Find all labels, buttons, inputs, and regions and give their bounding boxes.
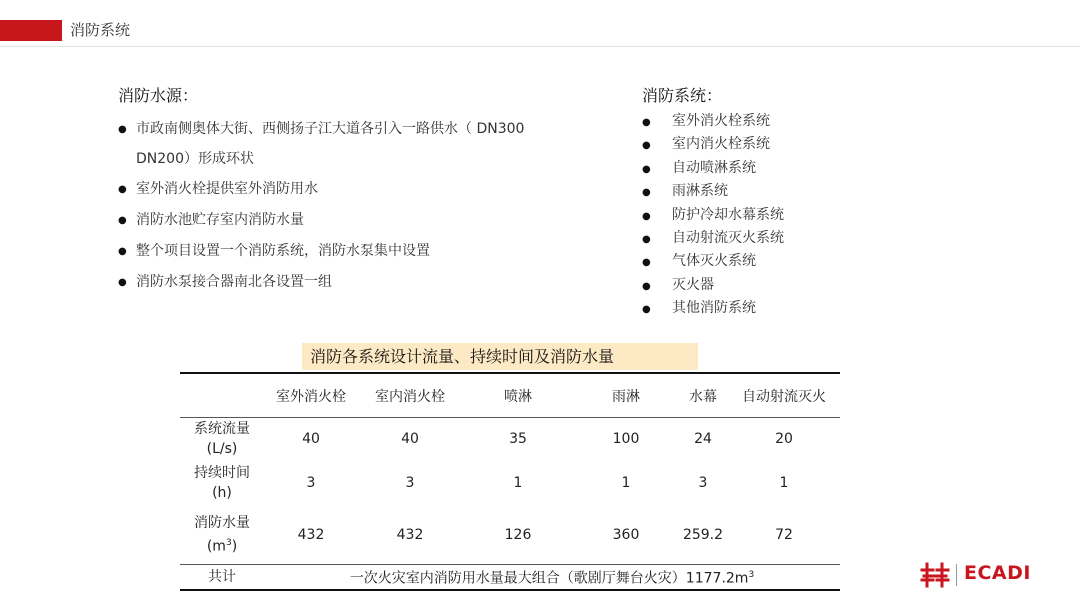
- row-unit: (L/s): [206, 441, 238, 457]
- table-cell: 432: [297, 527, 325, 543]
- bullet-icon: [642, 204, 651, 228]
- list-item-text: 市政南侧奥体大街、西侧扬子江大道各引入一路供水（ DN300: [136, 121, 525, 137]
- list-item: [642, 133, 902, 156]
- table-row: [180, 506, 840, 565]
- bullet-icon: [118, 205, 127, 237]
- bullet-icon: [118, 267, 127, 299]
- list-item: [118, 174, 598, 205]
- page-title: 消防系统: [70, 21, 131, 39]
- column-header: 自动射流灭火: [728, 373, 840, 418]
- column-header: [180, 373, 264, 418]
- table-row: [180, 460, 840, 506]
- list-item: [118, 236, 598, 267]
- row-unit: (m: [206, 538, 226, 555]
- table-cell: 1: [513, 475, 523, 491]
- column-header: 雨淋: [574, 373, 678, 418]
- list-item-text: 消防水泵接合器南北各设置一组: [136, 274, 332, 290]
- table-cell: 72: [775, 527, 793, 543]
- table-title: 消防各系统设计流量、持续时间及消防水量: [302, 343, 698, 370]
- table-cell: 24: [694, 431, 712, 447]
- list-item: [118, 114, 598, 174]
- column-header: 喷淋: [462, 373, 574, 418]
- bullet-icon: [642, 180, 651, 204]
- list-item: [642, 180, 902, 203]
- ecadi-logo: [920, 560, 1040, 590]
- list-item-text: 防护冷却水幕系统: [672, 206, 784, 223]
- fire-water-table: [180, 372, 840, 591]
- table-cell: 1: [621, 475, 631, 491]
- list-item-text: 室外消火栓提供室外消防用水: [136, 181, 318, 197]
- logo-divider: [956, 564, 957, 586]
- ecadi-logo-icon: [920, 562, 950, 588]
- list-item: [642, 157, 902, 180]
- list-item-text: 其他消防系统: [672, 300, 756, 317]
- list-item: [642, 227, 902, 250]
- table-cell: 432: [396, 527, 424, 543]
- list-item-text: 气体灭火系统: [672, 253, 756, 270]
- bullet-icon: [118, 174, 127, 206]
- table-cell: 40: [302, 431, 320, 447]
- table-cell: 126: [504, 527, 532, 543]
- accent-bar: [0, 20, 62, 41]
- top-bar: [0, 0, 1080, 60]
- list-item-text: 灭火器: [672, 276, 714, 293]
- row-unit-sup: 3: [225, 538, 232, 549]
- table-cell: 100: [612, 431, 640, 447]
- row-unit-close: ): [231, 538, 238, 555]
- logo-text: ECADI: [964, 562, 1031, 584]
- bullet-icon: [642, 110, 651, 134]
- list-item-text-cont: DN200）形成环状: [136, 151, 254, 167]
- bullet-icon: [118, 114, 127, 146]
- bullet-icon: [642, 250, 651, 274]
- bullet-icon: [642, 227, 651, 251]
- table-row: [180, 418, 840, 461]
- fire-systems-section: [642, 83, 902, 321]
- row-header: [180, 418, 264, 461]
- table-cell: 20: [775, 431, 793, 447]
- list-item: [118, 205, 598, 236]
- header-divider: [0, 46, 1080, 47]
- fire-systems-list: [642, 110, 902, 321]
- water-source-list: [118, 114, 598, 298]
- bullet-icon: [642, 133, 651, 157]
- list-item-text: 消防水池贮存室内消防水量: [136, 212, 304, 228]
- column-header: 室内消火栓: [358, 373, 462, 418]
- list-item: [642, 297, 902, 320]
- total-sup: 3: [748, 570, 755, 580]
- bullet-icon: [642, 157, 651, 181]
- list-item-text: 室外消火栓系统: [672, 113, 770, 129]
- list-item: [642, 110, 902, 133]
- row-label: 持续时间: [194, 465, 250, 481]
- row-header: [180, 460, 264, 506]
- row-unit: (h): [212, 485, 232, 501]
- total-label: 共计: [180, 565, 264, 590]
- table-cell: 3: [306, 475, 316, 491]
- list-item-text: 自动射流灭火系统: [672, 230, 784, 247]
- list-item-text: 室内消火栓系统: [672, 136, 770, 153]
- table-cell: 35: [509, 431, 527, 447]
- fire-systems-heading: 消防系统：: [642, 86, 723, 105]
- table-total-row: [180, 565, 840, 590]
- table-header-row: [180, 373, 840, 418]
- water-source-section: [118, 83, 598, 298]
- row-label: 消防水量: [194, 515, 250, 532]
- list-item: [642, 250, 902, 273]
- row-label: 系统流量: [194, 421, 250, 437]
- table-cell: 1: [779, 475, 789, 491]
- list-item: [118, 267, 598, 298]
- table-cell: 40: [401, 431, 419, 447]
- column-header: 室外消火栓: [264, 373, 358, 418]
- list-item-text: 自动喷淋系统: [672, 159, 756, 176]
- column-header: 水幕: [678, 373, 728, 418]
- list-item: [642, 274, 902, 297]
- table-cell: 3: [405, 475, 415, 491]
- total-cell: [264, 565, 840, 590]
- table-cell: 3: [698, 475, 708, 491]
- list-item: [642, 204, 902, 227]
- water-source-heading: 消防水源：: [118, 86, 199, 105]
- total-text: 一次火灾室内消防用水量最大组合（歌剧厅舞台火灾）1177.2m: [349, 570, 749, 587]
- list-item-text: 雨淋系统: [672, 183, 728, 200]
- table-cell: 259.2: [682, 527, 724, 543]
- bullet-icon: [118, 236, 127, 268]
- row-header: [180, 506, 264, 565]
- list-item-text: 整个项目设置一个消防系统，消防水泵集中设置: [136, 243, 430, 259]
- bullet-icon: [642, 274, 651, 298]
- table-cell: 360: [612, 527, 640, 543]
- bullet-icon: [642, 297, 651, 321]
